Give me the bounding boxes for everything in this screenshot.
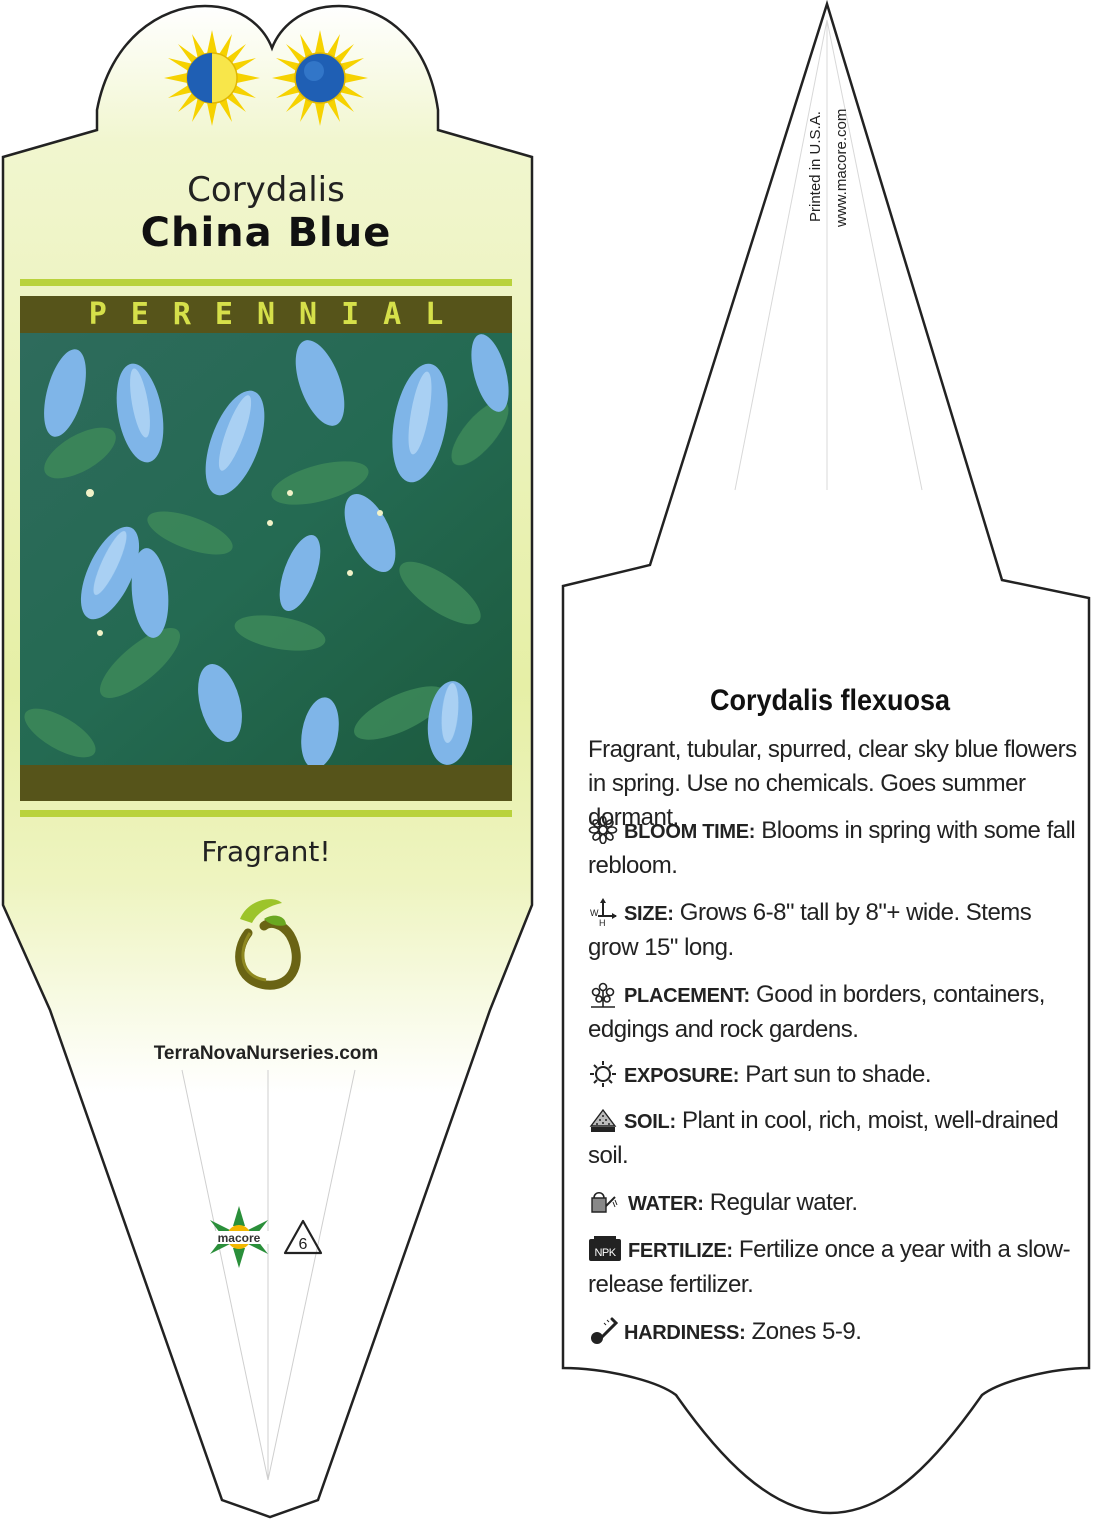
species-name: Corydalis flexuosa (709, 684, 951, 717)
fertilize-text: Fertilize once a year with a slow-release fertilizer. (588, 1236, 1071, 1298)
soil-label: SOIL: (624, 1111, 676, 1133)
fertilizer-icon-text: NPK (594, 1247, 616, 1259)
photo-bottom-band (20, 765, 512, 801)
size-text: Grows 6-8" tall by 8"+ wide. Stems grow 15" long. (588, 899, 1032, 961)
size-icon (588, 898, 618, 926)
soil-row (588, 1104, 1078, 1173)
printed-in-text: Printed in U.S.A. (807, 111, 824, 222)
hardiness-row (588, 1315, 1078, 1350)
exposure-label: EXPOSURE: (624, 1065, 740, 1087)
flower-icon (588, 816, 618, 844)
placement-text: Good in borders, containers, edgings and rock gardens. (588, 981, 1045, 1043)
part-sun-icon (162, 28, 262, 128)
bloom-time-row (588, 814, 1078, 883)
fertilizer-icon (588, 1235, 622, 1263)
placement-label: PLACEMENT: (624, 985, 750, 1007)
printed-info (805, 62, 865, 232)
water-row (588, 1186, 1078, 1221)
hardiness-label: HARDINESS: (624, 1322, 746, 1344)
sun-icon (588, 1060, 618, 1088)
size-row (588, 896, 1078, 965)
bloom-time-text: Blooms in spring with some fall rebloom. (588, 817, 1076, 879)
water-text: Regular water. (703, 1189, 858, 1216)
shade-icon (270, 28, 370, 128)
macore-logo-text: macore (217, 1231, 261, 1245)
soil-text: Plant in cool, rich, moist, well-drained soil. (588, 1107, 1059, 1169)
thermometer-icon (588, 1317, 618, 1345)
plant-genus: Corydalis (187, 170, 345, 210)
size-icon-h: H (599, 918, 605, 926)
accent-bar (20, 810, 512, 817)
water-label: WATER: (628, 1193, 704, 1215)
nursery-website: TerraNovaNurseries.com (153, 1043, 379, 1064)
recycle-number: 6 (298, 1236, 308, 1253)
accent-bar (20, 279, 512, 286)
recycle-icon (282, 1218, 324, 1258)
hardiness-text: Zones 5-9. (745, 1318, 862, 1345)
exposure-text: Part sun to shade. (739, 1061, 932, 1088)
fertilize-label: FERTILIZE: (628, 1240, 733, 1262)
exposure-row (588, 1058, 1078, 1093)
plant-category: PERENNIAL (88, 297, 468, 332)
plant-tagline: Fragrant! (201, 835, 331, 868)
size-label: SIZE: (624, 903, 674, 925)
placement-icon (588, 980, 618, 1008)
macore-logo (204, 1204, 274, 1270)
terra-nova-logo (228, 893, 308, 991)
soil-icon (588, 1106, 618, 1134)
plant-cultivar: China Blue (140, 210, 392, 256)
description-text: Fragrant, tubular, spurred, clear sky blue flowers in spring. Use no chemicals. Goes summer dormant. (588, 736, 1077, 831)
size-icon-w: W (590, 908, 598, 918)
fertilize-row (588, 1233, 1078, 1302)
maker-url-text: www.macore.com (833, 108, 850, 227)
placement-row (588, 978, 1078, 1047)
watering-can-icon (588, 1188, 618, 1216)
plant-photo (20, 333, 512, 765)
bloom-time-label: BLOOM TIME: (624, 821, 756, 843)
